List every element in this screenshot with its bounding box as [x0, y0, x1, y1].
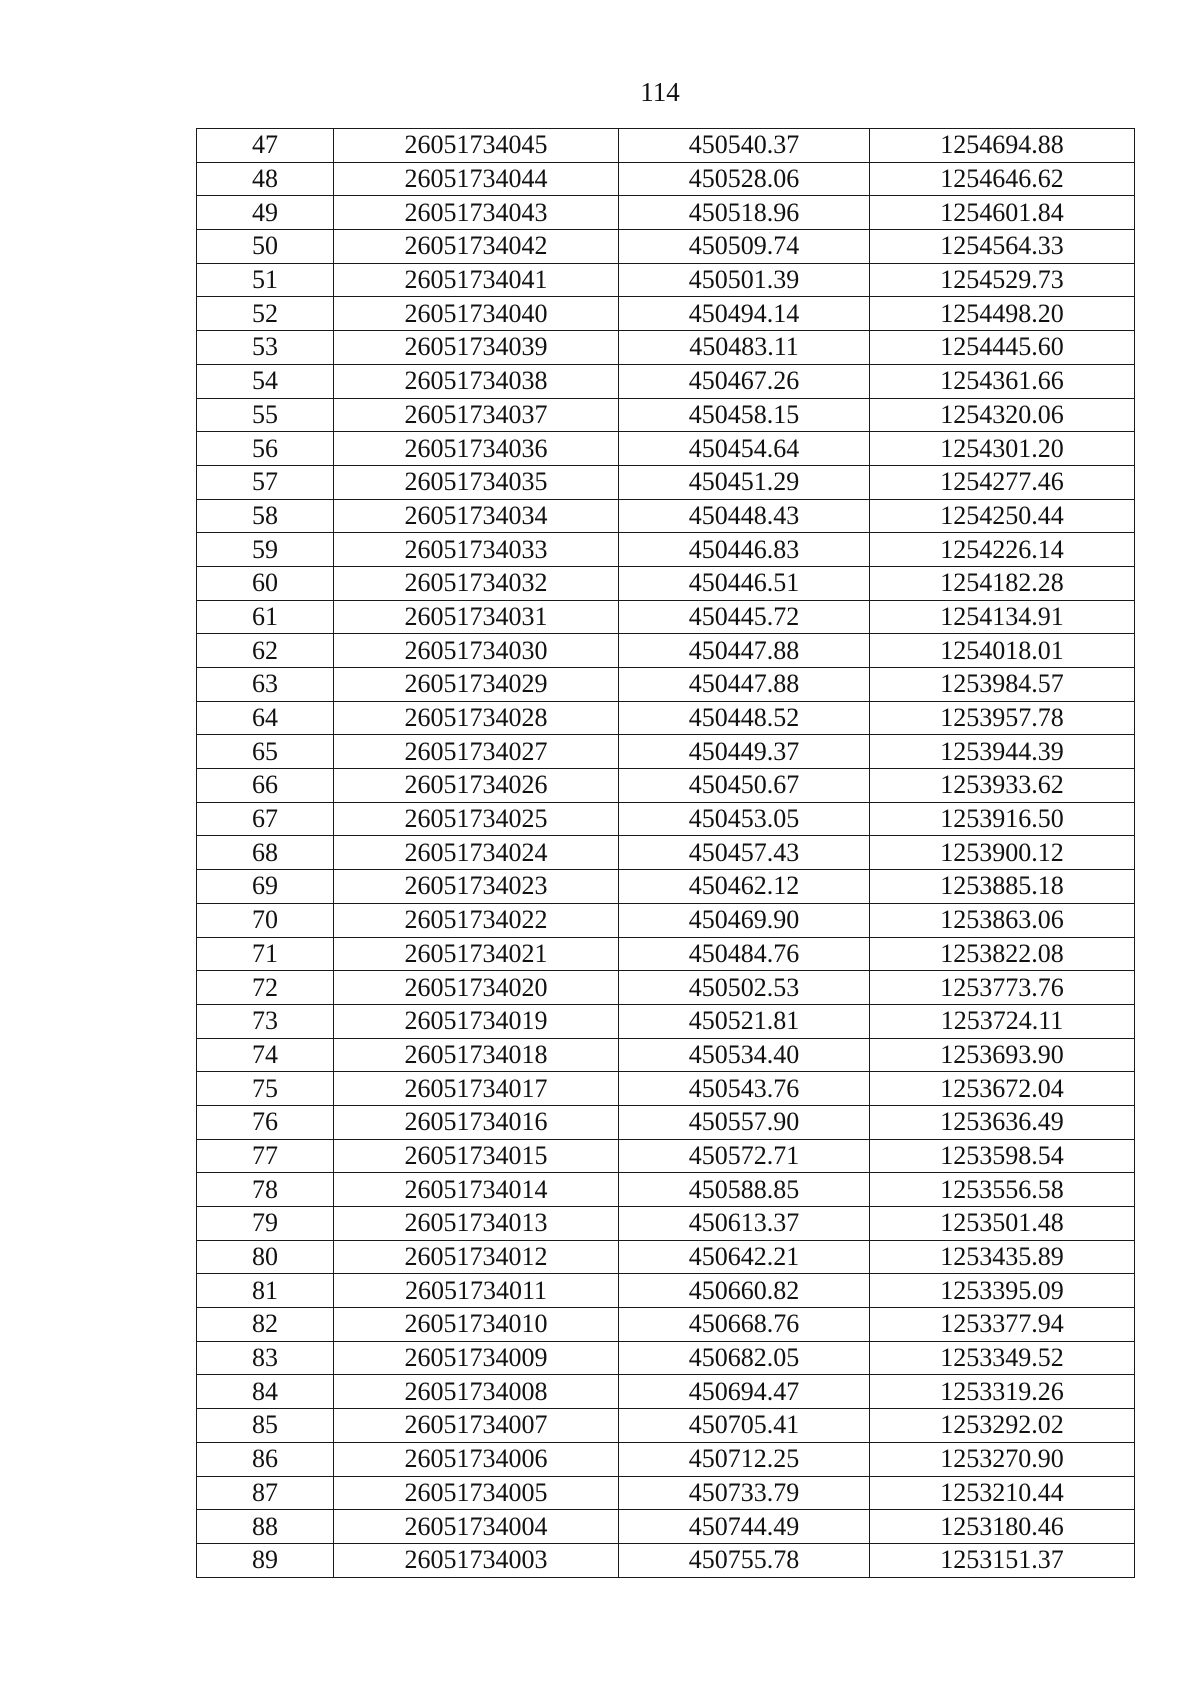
table-row	[197, 1240, 1135, 1274]
x-coordinate-cell: 450660.82	[619, 1274, 870, 1308]
y-coordinate-cell: 1253957.78	[870, 701, 1135, 735]
table-row	[197, 769, 1135, 803]
table-row	[197, 432, 1135, 466]
x-coordinate-cell: 450509.74	[619, 230, 870, 264]
x-coordinate-cell: 450450.67	[619, 769, 870, 803]
x-coordinate-cell: 450457.43	[619, 836, 870, 870]
row-number-cell: 66	[197, 769, 334, 803]
point-id-cell: 26051734014	[334, 1173, 619, 1207]
x-coordinate-cell: 450668.76	[619, 1308, 870, 1342]
y-coordinate-cell: 1253724.11	[870, 1004, 1135, 1038]
x-coordinate-cell: 450458.15	[619, 398, 870, 432]
row-number-cell: 64	[197, 701, 334, 735]
point-id-cell: 26051734003	[334, 1543, 619, 1577]
x-coordinate-cell: 450483.11	[619, 331, 870, 365]
row-number-cell: 82	[197, 1308, 334, 1342]
row-number-cell: 48	[197, 162, 334, 196]
point-id-cell: 26051734012	[334, 1240, 619, 1274]
y-coordinate-cell: 1253916.50	[870, 802, 1135, 836]
x-coordinate-cell: 450744.49	[619, 1510, 870, 1544]
y-coordinate-cell: 1253292.02	[870, 1409, 1135, 1443]
y-coordinate-cell: 1254529.73	[870, 263, 1135, 297]
y-coordinate-cell: 1254250.44	[870, 499, 1135, 533]
x-coordinate-cell: 450448.43	[619, 499, 870, 533]
table-row	[197, 1105, 1135, 1139]
y-coordinate-cell: 1253501.48	[870, 1207, 1135, 1241]
point-id-cell: 26051734016	[334, 1105, 619, 1139]
row-number-cell: 47	[197, 129, 334, 163]
y-coordinate-cell: 1254277.46	[870, 465, 1135, 499]
point-id-cell: 26051734019	[334, 1004, 619, 1038]
y-coordinate-cell: 1254134.91	[870, 600, 1135, 634]
x-coordinate-cell: 450462.12	[619, 870, 870, 904]
row-number-cell: 53	[197, 331, 334, 365]
row-number-cell: 80	[197, 1240, 334, 1274]
x-coordinate-cell: 450534.40	[619, 1038, 870, 1072]
table-row	[197, 903, 1135, 937]
y-coordinate-cell: 1254018.01	[870, 634, 1135, 668]
point-id-cell: 26051734010	[334, 1308, 619, 1342]
x-coordinate-cell: 450557.90	[619, 1105, 870, 1139]
row-number-cell: 85	[197, 1409, 334, 1443]
row-number-cell: 73	[197, 1004, 334, 1038]
table-row	[197, 836, 1135, 870]
point-id-cell: 26051734009	[334, 1341, 619, 1375]
point-id-cell: 26051734044	[334, 162, 619, 196]
table-row	[197, 735, 1135, 769]
row-number-cell: 50	[197, 230, 334, 264]
row-number-cell: 72	[197, 971, 334, 1005]
table-row	[197, 566, 1135, 600]
x-coordinate-cell: 450528.06	[619, 162, 870, 196]
table-row	[197, 1072, 1135, 1106]
point-id-cell: 26051734021	[334, 937, 619, 971]
table-row	[197, 1510, 1135, 1544]
point-id-cell: 26051734028	[334, 701, 619, 735]
x-coordinate-cell: 450712.25	[619, 1442, 870, 1476]
y-coordinate-cell: 1253556.58	[870, 1173, 1135, 1207]
x-coordinate-cell: 450705.41	[619, 1409, 870, 1443]
table-row	[197, 1038, 1135, 1072]
point-id-cell: 26051734018	[334, 1038, 619, 1072]
y-coordinate-cell: 1254226.14	[870, 533, 1135, 567]
row-number-cell: 55	[197, 398, 334, 432]
y-coordinate-cell: 1253984.57	[870, 668, 1135, 702]
table-row	[197, 1139, 1135, 1173]
row-number-cell: 58	[197, 499, 334, 533]
x-coordinate-cell: 450682.05	[619, 1341, 870, 1375]
table-row	[197, 937, 1135, 971]
y-coordinate-cell: 1253349.52	[870, 1341, 1135, 1375]
table-row	[197, 1543, 1135, 1577]
table-row	[197, 1476, 1135, 1510]
y-coordinate-cell: 1253863.06	[870, 903, 1135, 937]
x-coordinate-cell: 450572.71	[619, 1139, 870, 1173]
x-coordinate-cell: 450448.52	[619, 701, 870, 735]
table-row	[197, 971, 1135, 1005]
y-coordinate-cell: 1254601.84	[870, 196, 1135, 230]
row-number-cell: 67	[197, 802, 334, 836]
row-number-cell: 61	[197, 600, 334, 634]
table-body	[197, 129, 1135, 1578]
point-id-cell: 26051734023	[334, 870, 619, 904]
table-row	[197, 1409, 1135, 1443]
table-row	[197, 701, 1135, 735]
y-coordinate-cell: 1254646.62	[870, 162, 1135, 196]
x-coordinate-cell: 450613.37	[619, 1207, 870, 1241]
point-id-cell: 26051734031	[334, 600, 619, 634]
point-id-cell: 26051734042	[334, 230, 619, 264]
row-number-cell: 62	[197, 634, 334, 668]
y-coordinate-cell: 1253270.90	[870, 1442, 1135, 1476]
row-number-cell: 74	[197, 1038, 334, 1072]
x-coordinate-cell: 450467.26	[619, 364, 870, 398]
x-coordinate-cell: 450446.51	[619, 566, 870, 600]
y-coordinate-cell: 1253210.44	[870, 1476, 1135, 1510]
table-row	[197, 1004, 1135, 1038]
point-id-cell: 26051734017	[334, 1072, 619, 1106]
row-number-cell: 54	[197, 364, 334, 398]
row-number-cell: 76	[197, 1105, 334, 1139]
row-number-cell: 89	[197, 1543, 334, 1577]
point-id-cell: 26051734039	[334, 331, 619, 365]
point-id-cell: 26051734026	[334, 769, 619, 803]
row-number-cell: 57	[197, 465, 334, 499]
table-row	[197, 162, 1135, 196]
table-row	[197, 398, 1135, 432]
table-row	[197, 870, 1135, 904]
table-row	[197, 297, 1135, 331]
y-coordinate-cell: 1253900.12	[870, 836, 1135, 870]
x-coordinate-cell: 450446.83	[619, 533, 870, 567]
x-coordinate-cell: 450453.05	[619, 802, 870, 836]
x-coordinate-cell: 450447.88	[619, 634, 870, 668]
point-id-cell: 26051734015	[334, 1139, 619, 1173]
x-coordinate-cell: 450521.81	[619, 1004, 870, 1038]
x-coordinate-cell: 450449.37	[619, 735, 870, 769]
y-coordinate-cell: 1253151.37	[870, 1543, 1135, 1577]
y-coordinate-cell: 1254445.60	[870, 331, 1135, 365]
table-row	[197, 1308, 1135, 1342]
row-number-cell: 87	[197, 1476, 334, 1510]
row-number-cell: 84	[197, 1375, 334, 1409]
row-number-cell: 77	[197, 1139, 334, 1173]
y-coordinate-cell: 1254320.06	[870, 398, 1135, 432]
table-row	[197, 1442, 1135, 1476]
y-coordinate-cell: 1253180.46	[870, 1510, 1135, 1544]
x-coordinate-cell: 450454.64	[619, 432, 870, 466]
table-row	[197, 1207, 1135, 1241]
table-row	[197, 465, 1135, 499]
point-id-cell: 26051734027	[334, 735, 619, 769]
point-id-cell: 26051734030	[334, 634, 619, 668]
point-id-cell: 26051734043	[334, 196, 619, 230]
table-row	[197, 1341, 1135, 1375]
table-row	[197, 331, 1135, 365]
row-number-cell: 79	[197, 1207, 334, 1241]
y-coordinate-cell: 1254361.66	[870, 364, 1135, 398]
x-coordinate-cell: 450484.76	[619, 937, 870, 971]
point-id-cell: 26051734032	[334, 566, 619, 600]
table-row	[197, 668, 1135, 702]
row-number-cell: 83	[197, 1341, 334, 1375]
y-coordinate-cell: 1254564.33	[870, 230, 1135, 264]
y-coordinate-cell: 1253944.39	[870, 735, 1135, 769]
y-coordinate-cell: 1253319.26	[870, 1375, 1135, 1409]
y-coordinate-cell: 1253885.18	[870, 870, 1135, 904]
row-number-cell: 86	[197, 1442, 334, 1476]
table-row	[197, 634, 1135, 668]
row-number-cell: 51	[197, 263, 334, 297]
y-coordinate-cell: 1254498.20	[870, 297, 1135, 331]
x-coordinate-cell: 450469.90	[619, 903, 870, 937]
row-number-cell: 88	[197, 1510, 334, 1544]
row-number-cell: 63	[197, 668, 334, 702]
point-id-cell: 26051734037	[334, 398, 619, 432]
point-id-cell: 26051734045	[334, 129, 619, 163]
row-number-cell: 60	[197, 566, 334, 600]
point-id-cell: 26051734006	[334, 1442, 619, 1476]
x-coordinate-cell: 450540.37	[619, 129, 870, 163]
x-coordinate-cell: 450588.85	[619, 1173, 870, 1207]
row-number-cell: 56	[197, 432, 334, 466]
table-row	[197, 129, 1135, 163]
row-number-cell: 69	[197, 870, 334, 904]
y-coordinate-cell: 1253773.76	[870, 971, 1135, 1005]
y-coordinate-cell: 1253693.90	[870, 1038, 1135, 1072]
point-id-cell: 26051734011	[334, 1274, 619, 1308]
table-row	[197, 600, 1135, 634]
point-id-cell: 26051734020	[334, 971, 619, 1005]
point-id-cell: 26051734029	[334, 668, 619, 702]
x-coordinate-cell: 450494.14	[619, 297, 870, 331]
point-id-cell: 26051734033	[334, 533, 619, 567]
table-row	[197, 196, 1135, 230]
point-id-cell: 26051734005	[334, 1476, 619, 1510]
point-id-cell: 26051734025	[334, 802, 619, 836]
point-id-cell: 26051734013	[334, 1207, 619, 1241]
y-coordinate-cell: 1253598.54	[870, 1139, 1135, 1173]
table-row	[197, 1173, 1135, 1207]
y-coordinate-cell: 1253636.49	[870, 1105, 1135, 1139]
y-coordinate-cell: 1254182.28	[870, 566, 1135, 600]
x-coordinate-cell: 450543.76	[619, 1072, 870, 1106]
table-row	[197, 1375, 1135, 1409]
row-number-cell: 81	[197, 1274, 334, 1308]
y-coordinate-cell: 1254694.88	[870, 129, 1135, 163]
row-number-cell: 65	[197, 735, 334, 769]
point-id-cell: 26051734035	[334, 465, 619, 499]
row-number-cell: 68	[197, 836, 334, 870]
x-coordinate-cell: 450451.29	[619, 465, 870, 499]
point-id-cell: 26051734034	[334, 499, 619, 533]
y-coordinate-cell: 1253377.94	[870, 1308, 1135, 1342]
row-number-cell: 52	[197, 297, 334, 331]
row-number-cell: 75	[197, 1072, 334, 1106]
y-coordinate-cell: 1253822.08	[870, 937, 1135, 971]
point-id-cell: 26051734007	[334, 1409, 619, 1443]
row-number-cell: 71	[197, 937, 334, 971]
y-coordinate-cell: 1253395.09	[870, 1274, 1135, 1308]
table-row	[197, 263, 1135, 297]
point-id-cell: 26051734008	[334, 1375, 619, 1409]
point-id-cell: 26051734004	[334, 1510, 619, 1544]
table-row	[197, 499, 1135, 533]
x-coordinate-cell: 450694.47	[619, 1375, 870, 1409]
row-number-cell: 78	[197, 1173, 334, 1207]
x-coordinate-cell: 450642.21	[619, 1240, 870, 1274]
row-number-cell: 49	[197, 196, 334, 230]
point-id-cell: 26051734041	[334, 263, 619, 297]
point-id-cell: 26051734040	[334, 297, 619, 331]
table-row	[197, 533, 1135, 567]
y-coordinate-cell: 1254301.20	[870, 432, 1135, 466]
point-id-cell: 26051734024	[334, 836, 619, 870]
table-row	[197, 802, 1135, 836]
table-row	[197, 230, 1135, 264]
x-coordinate-cell: 450502.53	[619, 971, 870, 1005]
row-number-cell: 59	[197, 533, 334, 567]
x-coordinate-cell: 450445.72	[619, 600, 870, 634]
x-coordinate-cell: 450733.79	[619, 1476, 870, 1510]
row-number-cell: 70	[197, 903, 334, 937]
y-coordinate-cell: 1253435.89	[870, 1240, 1135, 1274]
table-row	[197, 1274, 1135, 1308]
point-id-cell: 26051734036	[334, 432, 619, 466]
point-id-cell: 26051734022	[334, 903, 619, 937]
x-coordinate-cell: 450518.96	[619, 196, 870, 230]
x-coordinate-cell: 450447.88	[619, 668, 870, 702]
x-coordinate-cell: 450501.39	[619, 263, 870, 297]
coordinate-table	[196, 128, 1135, 1578]
x-coordinate-cell: 450755.78	[619, 1543, 870, 1577]
page-number: 114	[640, 77, 680, 107]
point-id-cell: 26051734038	[334, 364, 619, 398]
table-row	[197, 364, 1135, 398]
y-coordinate-cell: 1253672.04	[870, 1072, 1135, 1106]
y-coordinate-cell: 1253933.62	[870, 769, 1135, 803]
